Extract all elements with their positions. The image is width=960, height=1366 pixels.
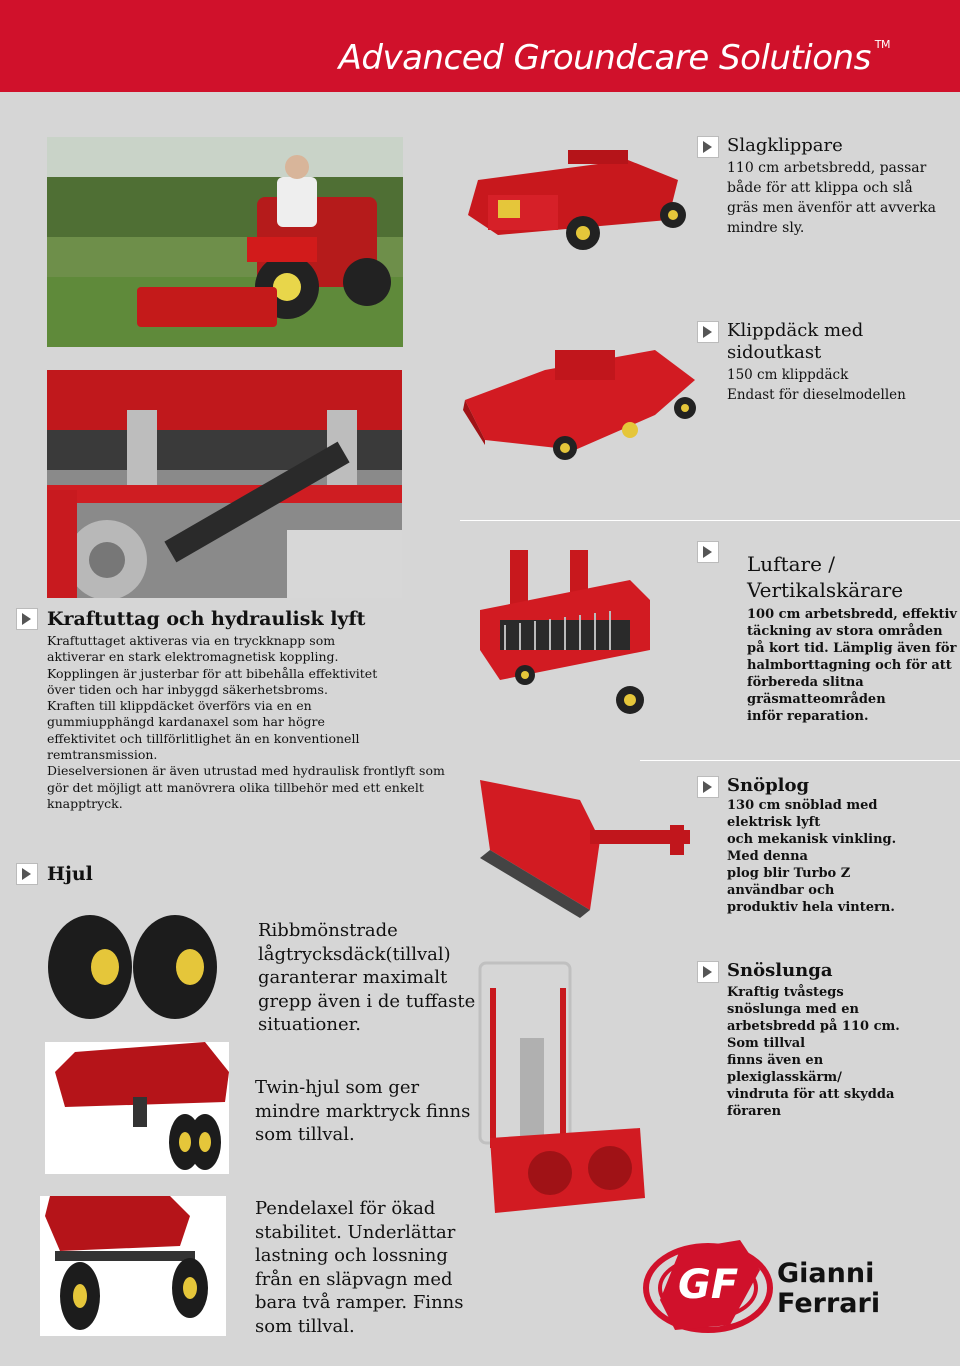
flail-mower-photo <box>458 140 694 260</box>
chevron-right-icon <box>697 776 719 798</box>
logo-mark: GF <box>678 1262 739 1308</box>
logo-line2: Ferrari <box>777 1288 881 1319</box>
snow-blower-photo <box>470 958 650 1218</box>
divider <box>460 520 960 521</box>
tractor-flail-photo <box>47 137 403 347</box>
slagklippare-text: 110 cm arbetsbredd, passar både för att klippa och slå gräs men ävenför att avverka mindre sly. <box>727 160 936 236</box>
chevron-right-icon <box>697 541 719 563</box>
chevron-right-icon <box>16 608 38 630</box>
chevron-right-icon <box>697 136 719 158</box>
chevron-right-icon <box>697 961 719 983</box>
logo-line1: Gianni <box>777 1258 875 1289</box>
klippdack-title: Klippdäck med sidoutkast <box>727 320 864 363</box>
snow-plow-photo <box>470 770 700 920</box>
ribb-text: Ribbmönstrade lågtrycksdäck(tillval) garanterar maximalt grepp även i de tuffaste situationer. <box>258 920 476 1035</box>
slagklippare-title: Slagklippare <box>727 135 843 156</box>
pendel-text: Pendelaxel för ökad stabilitet. Underlättar lastning och lossning från en släpvagn med bara två ramper. Finns som tillval. <box>255 1198 464 1337</box>
luftare-text: 100 cm arbetsbredd, effektiv täckning av stora områden på kort tid. Lämplig även för halmborttagning och för att förbereda slitna gräsmatteområden inför reparation. <box>747 607 957 724</box>
kraftuttag-title: Kraftuttag och hydraulisk lyft <box>47 608 366 630</box>
snoplog-text: 130 cm snöblad med elektrisk lyft och mekanisk vinkling. Med denna plog blir Turbo Z användbar och produktiv hela vintern. <box>727 798 897 915</box>
aerator-photo <box>460 540 660 730</box>
tires-photo <box>45 912 225 1022</box>
luftare-title: Luftare / Vertikalskärare <box>747 552 904 602</box>
twin-text: Twin-hjul som ger mindre marktryck finns som tillval. <box>255 1077 471 1145</box>
snoslunga-text: Kraftig tvåstegs snöslunga med en arbetsbredd på 110 cm. Som tillval finns även en plexiglasskärm/ vindruta för att skydda föraren <box>727 985 900 1119</box>
snoplog-title: Snöplog <box>727 775 810 796</box>
klippdack-text: 150 cm klippdäck Endast för dieselmodellen <box>727 367 906 403</box>
pto-driveline-photo <box>47 370 402 598</box>
header-title: Advanced Groundcare Solutions ™ <box>338 38 890 78</box>
trademark: TM <box>874 38 890 51</box>
twin-wheels-photo <box>45 1042 229 1174</box>
snoslunga-title: Snöslunga <box>727 960 833 981</box>
mower-deck-photo <box>455 320 701 470</box>
pendulum-axle-photo <box>40 1196 226 1336</box>
divider <box>640 760 960 761</box>
chevron-right-icon <box>697 321 719 343</box>
kraftuttag-text: Kraftuttaget aktiveras via en tryckknapp som aktiverar en stark elektromagnetisk koppling. Kopplingen är justerbar för att bibehålla effektivitet över tiden och har inbyggd säkerhetsbroms. Kraften till klippdäcket överförs via en en gummiupphängd kardanaxel som har högre effektivitet och tillförlitlighet än en konventionell remtransmission. Dieselversionen är även utrustad med hydraulisk frontlyft som gör det möjligt att manövrera olika tillbehör med ett enkelt knapptryck. <box>47 633 445 811</box>
hjul-title: Hjul <box>47 863 93 885</box>
gianni-ferrari-logo <box>640 1230 900 1340</box>
chevron-right-icon <box>16 863 38 885</box>
